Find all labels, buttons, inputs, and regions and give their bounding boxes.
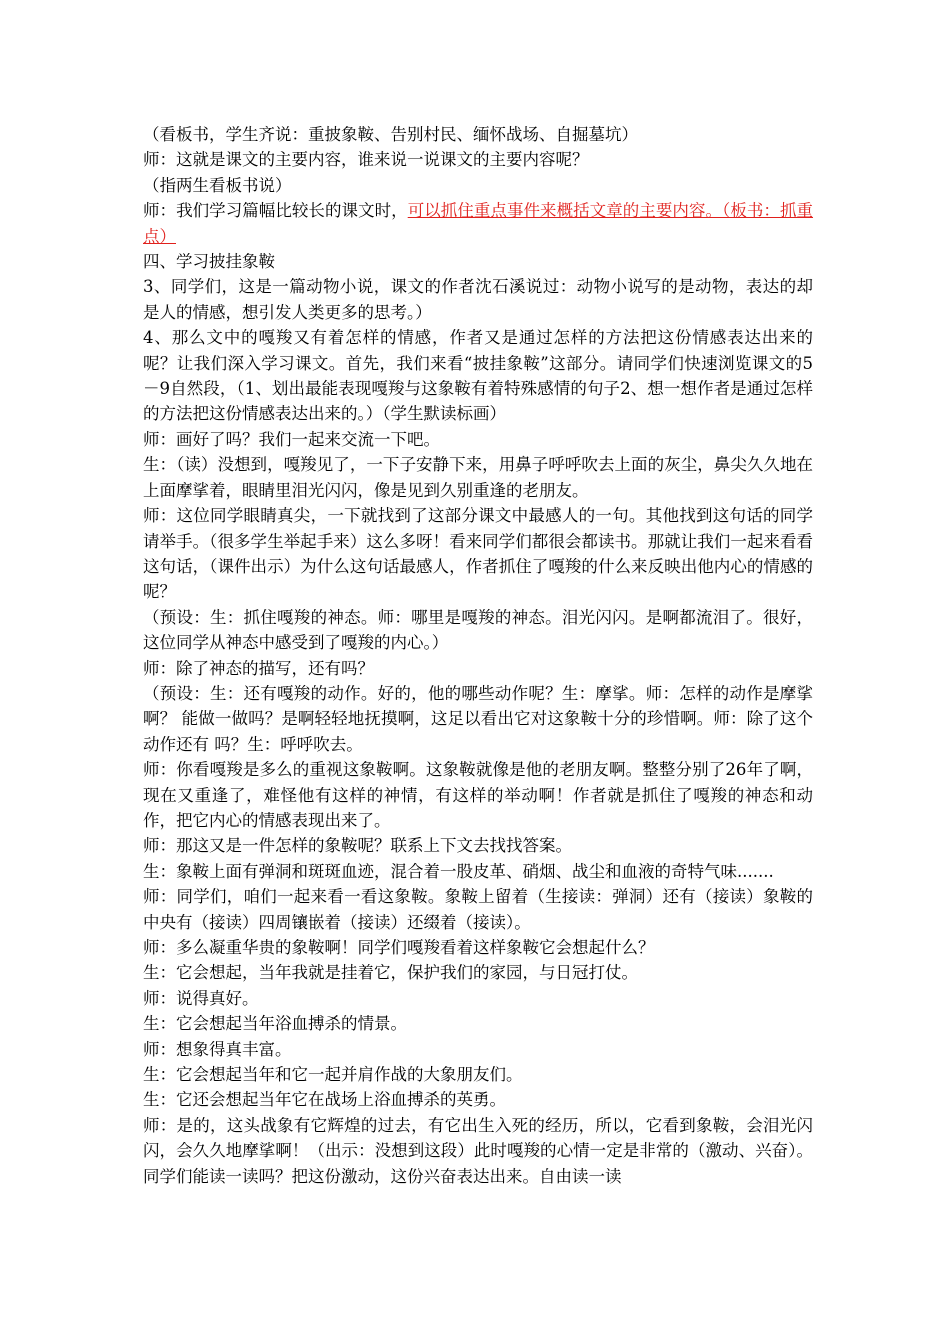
paragraph-dialogue: （预设：生：还有嘎羧的动作。好的，他的哪些动作呢？生：摩挲。师：怎样的动作是摩挲啊？ 能做一做吗？是啊轻轻地抚摸啊，这足以看出它对这象鞍十分的珍惜啊。师：除了这个动作还有 吗？生：呼呼吹去。	[143, 683, 813, 754]
paragraph-dialogue: 师：那这又是一件怎样的象鞍呢？联系上下文去找找答案。	[143, 836, 572, 856]
paragraph-text: 师：我们学习篇幅比较长的课文时，	[143, 201, 408, 221]
highlighted-key-point: 可以抓住重点事件来概括文章的主要内容。（板书：抓重点）	[143, 201, 814, 246]
section-heading: 四、学习披挂象鞍	[143, 252, 275, 272]
paragraph-dialogue: （预设：生：抓住嘎羧的神态。师：哪里是嘎羧的神态。泪光闪闪。是啊都流泪了。很好，这位同学从神态中感受到了嘎羧的内心。）	[143, 607, 813, 653]
paragraph-point-3: 3、同学们，这是一篇动物小说，课文的作者沈石溪说过：动物小说写的是动物，表达的却是人的情感，想引发人类更多的思考。）	[143, 277, 813, 322]
paragraph-dialogue: 师：你看嘎羧是多么的重视这象鞍啊。这象鞍就像是他的老朋友啊。整整分别了26年了啊，现在又重逢了，难怪他有这样的神情，有这样的举动啊！作者就是抓住了嘎羧的神态和动作，把它内心的情感表现出来了。	[143, 760, 813, 830]
paragraph-dialogue: 师：这位同学眼睛真尖，一下就找到了这部分课文中最感人的一句。其他找到这句话的同学请举手。（很多学生举起手来）这么多呀！看来同学们都很会都读书。那就让我们一起来看看这句话，（课件出示）为什么这句话最感人，作者抓住了嘎羧的什么来反映出他内心的情感的呢？	[143, 506, 813, 602]
paragraph-dialogue: 师：想象得真丰富。	[143, 1039, 292, 1059]
paragraph-dialogue: 师：多么凝重华贵的象鞍啊！同学们嘎羧看着这样象鞍它会想起什么？	[143, 938, 655, 957]
paragraph-dialogue: 师：说得真好。	[143, 988, 259, 1008]
paragraph-dialogue: 师：是的，这头战象有它辉煌的过去，有它出生入死的经历，所以，它看到象鞍，会泪光闪闪，会久久地摩挲啊！（出示：没想到这段）此时嘎羧的心情一定是非常的（激动、兴奋）。同学们能读一读吗？把这份激动，这份兴奋表达出来。自由读一读	[143, 1115, 813, 1186]
paragraph-dialogue: 生：象鞍上面有弹洞和斑斑血迹，混合着一股皮革、硝烟、战尘和血液的奇特气味.......	[143, 861, 774, 881]
paragraph-dialogue: 生：它还会想起当年它在战场上浴血搏杀的英勇。	[143, 1090, 506, 1110]
paragraph-dialogue: 师：画好了吗？我们一起来交流一下吧。	[143, 429, 440, 449]
paragraph-board-summary: （看板书，学生齐说：重披象鞍、告别村民、缅怀战场、自掘墓坑）	[143, 125, 638, 144]
paragraph-point-4: 4、那么文中的嘎羧又有着怎样的情感，作者又是通过怎样的方法把这份情感表达出来的呢？让我们深入学习课文。首先，我们来看“披挂象鞍”这部分。请同学们快速浏览课文的5－9自然段，（1、划出最能表现嘎羧与这象鞍有着特殊感情的句子2、想一想作者是通过怎样的方法把这份情感表达出来的。）（学生默读标画）	[143, 328, 813, 424]
paragraph-dialogue: 生：它会想起当年和它一起并肩作战的大象朋友们。	[143, 1065, 523, 1085]
paragraph-teacher-question: 师：这就是课文的主要内容，谁来说一说课文的主要内容呢？	[143, 150, 589, 170]
paragraph-dialogue: 生：它会想起当年浴血搏杀的情景。	[143, 1014, 407, 1034]
paragraph-dialogue: 师：同学们，咱们一起来看一看这象鞍。象鞍上留着（生接读：弹洞）还有（接读）象鞍的中央有（接读）四周镶嵌着（接读）还缀着（接读）。	[143, 887, 813, 932]
paragraph-dialogue: 生：它会想起，当年我就是挂着它，保护我们的家园，与日冠打仗。	[143, 963, 638, 983]
paragraph-dialogue: 师：除了神态的描写，还有吗？	[143, 658, 374, 678]
paragraph-students-answer: （指两生看板书说）	[143, 175, 292, 195]
paragraph-dialogue: 生：（读）没想到，嘎羧见了，一下子安静下来，用鼻子呼呼吹去上面的灰尘，鼻尖久久地在上面摩挲着，眼睛里泪光闪闪，像是见到久别重逢的老朋友。	[143, 455, 813, 500]
document-body	[143, 122, 813, 1189]
paragraph-teacher-method	[143, 198, 813, 249]
